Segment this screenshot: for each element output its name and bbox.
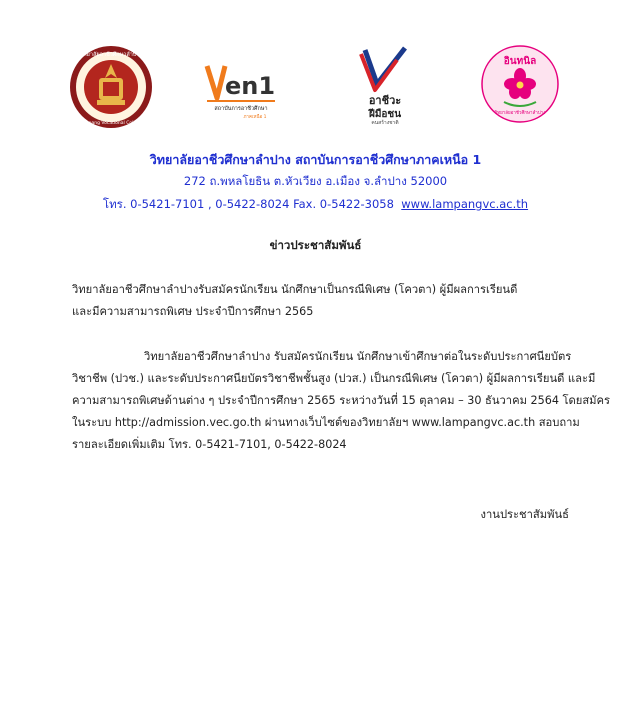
svg-text:อินทนิล: อินทนิล [503,56,537,67]
svg-text:ฝีมือชน: ฝีมือชน [368,109,402,120]
body-line-5: รายละเอียดเพิ่มเติม โทร. 0-5421-7101, 0-5422-8024 [72,438,347,451]
svg-text:คนสร้างชาติ: คนสร้างชาติ [371,120,399,126]
header-address: 272 ถ.พหลโยธิน ต.หัวเวียง อ.เมือง จ.ลำปาง 52000 [183,174,448,188]
contact-phone-fax: โทร. 0-5421-7101 , 0-5422-8024 Fax. 0-5422-3058 [102,197,394,211]
svg-text:en1: en1 [225,72,276,100]
body-line-2: วิชาชีพ (ปวช.) และระดับประกาศนียบัตรวิชาชีพชั้นสูง (ปวส.) เป็นกรณีพิเศษ (โควตา) ผู้มีผลการเรียนดี และมี [72,372,596,385]
header-contact [0,196,631,214]
news-heading: ข่าวประชาสัมพันธ์ [269,238,362,252]
body-line-1: วิทยาลัยอาชีวศึกษาลำปาง รับสมัครนักเรียน นักศึกษาเข้าศึกษาต่อในระดับประกาศนียบัตร [144,350,572,363]
body-line-4: ในระบบ http://admission.vec.go.th ผ่านทางเว็บไซต์ของวิทยาลัยฯ www.lampangvc.ac.th สอบถาม [72,416,580,429]
svg-text:สถาบันการอาชีวศึกษา: สถาบันการอาชีวศึกษา [214,106,268,112]
signature: งานประชาสัมพันธ์ [480,508,569,521]
svg-text:วิทยาลัยอาชีวศึกษาลำปาง: วิทยาลัยอาชีวศึกษาลำปาง [494,111,546,116]
ven1-logo [203,52,279,122]
subject-line-2: และมีความสามารถพิเศษ ประจำปีการศึกษา 2565 [72,305,314,318]
svg-text:วิทยาลัยอาชีวศึกษาลำปาง: วิทยาลัยอาชีวศึกษาลำปาง [79,52,143,58]
subject-line-1: วิทยาลัยอาชีวศึกษาลำปางรับสมัครนักเรียน นักศึกษาเป็นกรณีพิเศษ (โควตา) ผู้มีผลการเรียนดี [72,283,518,296]
college-seal-logo [68,44,154,130]
svg-text:ภาคเหนือ 1: ภาคเหนือ 1 [243,115,267,120]
achiwa-logo [357,46,413,126]
svg-text:อาชีวะ: อาชีวะ [368,94,402,107]
subject-paragraph [72,279,552,323]
website-link[interactable]: www.lampangvc.ac.th [401,197,529,211]
body-line-3: ความสามารถพิเศษด้านต่าง ๆ ประจำปีการศึกษา 2565 ระหว่างวันที่ 15 ตุลาคม – 30 ธันวาคม 2564 โดยสมัคร [72,394,611,407]
inthanin-logo [480,44,560,124]
header-title: วิทยาลัยอาชีวศึกษาลำปาง สถาบันการอาชีวศึกษาภาคเหนือ 1 [149,152,482,167]
svg-text:Lampang Vocational College: Lampang Vocational College [79,121,143,126]
body-paragraph [72,346,611,456]
